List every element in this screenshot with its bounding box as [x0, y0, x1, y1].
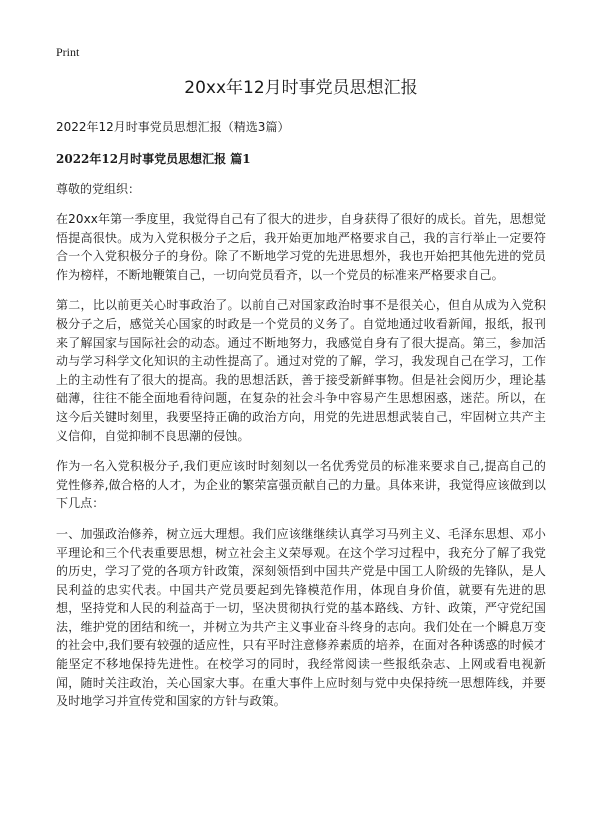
paragraph-1: 在20xx年第一季度里，我觉得自己有了很大的进步，自身获得了很好的成长。首先，思想觉悟提高很快。成为入党积极分子之后，我开始更加地严格要求自己，我的言行举止一定要符合一个入党积极分子的身份。除了不断地学习党的先进思想外，我也开始把其他先进的党员作为榜样，不断地鞭策自己，一切向党员看齐，以一个党员的标准来严格要求自己。 — [56, 212, 546, 282]
section-heading: 2022年12月时事党员思想汇报 篇1 — [56, 152, 251, 166]
paragraph-2: 第二，比以前更关心时事政治了。以前自己对国家政治时事不是很关心，但自从成为入党积极分子之后，感觉关心国家的时政是一个党员的义务了。自觉地通过收看新闻，报纸，报刊来了解国家与国际社会的动态。通过不断地努力，我感觉自身有了很大提高。第三，参加活动与学习科学文化知识的主动性提高了。通过对党的了解，学习，我发现自己在学习，工作上的主动性有了很大的提高。我的思想活跃，善于接受新鲜事物。但是社会阅历少，理论基础薄，往往不能全面地看待问题，在复杂的社会斗争中容易产生思想困惑，迷茫。所以，在这今后关键时刻里，我要坚持正确的政治方向，用党的先进思想武装自己，牢固树立共产主义信仰，自觉抑制不良思潮的侵蚀。 — [56, 298, 546, 443]
paragraph-4: 一、加强政治修养，树立远大理想。我们应该继继续认真学习马列主义、毛泽东思想、邓小平理论和三个代表重要思想，树立社会主义荣辱观。在这个学习过程中，我充分了解了我党的历史，学习了党的各项方针政策，深刻领悟到中国共产党是中国工人阶级的先锋队，是人民利益的忠实代表。中国共产党员要起到先锋模范作用，体现自身价值，就要有先进的思想，坚持党和人民的利益高于一切，坚决贯彻执行党的基本路线、方针、政策，严守党纪国法，维护党的团结和统一，并树立为共产主义事业奋斗终身的志向。我们处在一个瞬息万变的社会中,我们要有较强的适应性，只有平时注意修养素质的培养，在面对各种诱惑的时候才能坚定不移地保持先进性。在校学习的同时，我经常阅读一些报纸杂志、上网或看电视新闻，随时关注政治，关心国家大事。在重大事件上应时刻与党中央保持统一思想阵线，并要及时地学习并宣传党和国家的方针与政策。 — [56, 526, 546, 709]
paragraph-3: 作为一名入党积极分子,我们更应该时时刻刻以一名优秀党员的标准来要求自己,提高自己的党性修养,做合格的人才，为企业的繁荣富强贡献自己的力量。具体来讲，我觉得应该做到以下几点： — [56, 459, 546, 511]
document-title: 20xx年12月时事党员思想汇报 — [184, 78, 418, 98]
greeting: 尊敬的党组织： — [56, 182, 141, 196]
document-subtitle: 2022年12月时事党员思想汇报（精选3篇） — [56, 120, 290, 134]
print-label: Print — [56, 45, 80, 59]
